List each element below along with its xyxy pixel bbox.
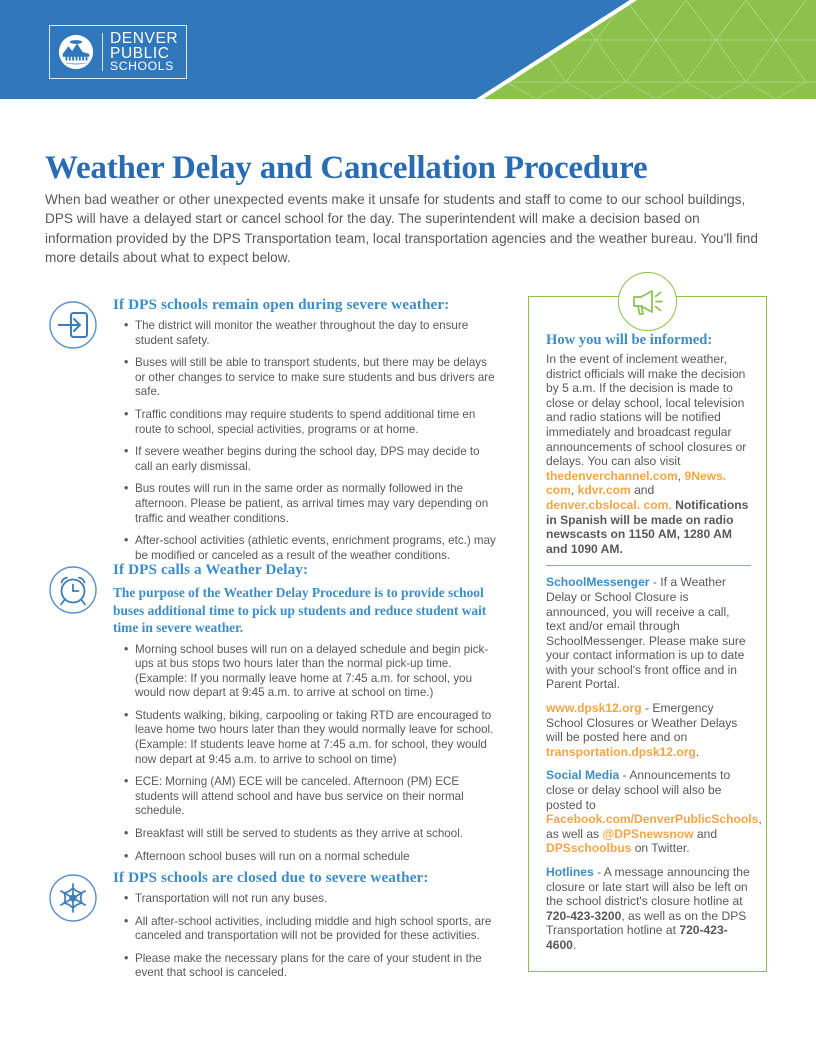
sep: and [630, 483, 655, 498]
link-dpsk12[interactable]: www.dpsk12.org [546, 701, 642, 716]
section-heading: If DPS schools remain open during severe weather: [113, 296, 450, 313]
list-item: • Bus routes will run in the same order as normally followed in the afternoon. Please be patient, as arrival times may vary depending on traffic and weather conditions. [135, 482, 500, 526]
phone-transportation-hotline: 720-423-4600 [546, 923, 728, 952]
list-item: • The district will monitor the weather throughout the day to ensure student safety. [135, 319, 500, 348]
section-bullet-list [113, 643, 500, 865]
header-green-wedge [476, 0, 816, 99]
info-intro-paragraph [546, 352, 751, 556]
phone-closure-hotline: 720-423-3200 [546, 908, 622, 923]
label-social-media: Social Media [546, 768, 620, 783]
text-schoolmessenger: - If a Weather Delay or School Closure is announced, you will receive a call, text and/or email through SchoolMessenger. Please make sure your contact information is up to date with your school's front office and in Parent Portal. [546, 575, 746, 692]
list-item: • If severe weather begins during the school day, DPS may decide to call an early dismissal. [135, 445, 500, 474]
section-heading: If DPS calls a Weather Delay: [113, 561, 309, 578]
link-transportation-dpsk12[interactable]: transportation.dpsk12.org [546, 744, 696, 759]
snowflake-icon [48, 873, 98, 923]
block-hotlines [546, 865, 751, 953]
section-bullet-list [113, 319, 500, 563]
tail: . [572, 937, 577, 952]
spanish-notifications-note: Notifications in Spanish will be made on radio newscasts on 1150 AM, 1280 AM and 1090 AM. [546, 497, 749, 556]
block-schoolmessenger [546, 575, 751, 692]
logo-wordmark [110, 31, 178, 73]
header-pattern [476, 0, 816, 99]
list-item: • Morning school buses will run on a delayed schedule and begin pick-ups at bus stops two hours later than the normal pick-up time. (Example: If you normally leave home at 7:45 a.m. for school, you would now depart at 9:45 a.m. to arrive at school on time.) [135, 643, 500, 701]
info-box-heading: How you will be informed: [546, 332, 713, 348]
list-item: • Breakfast will still be served to students as they arrive at school. [135, 827, 500, 842]
list-item: • Traffic conditions may require students to spend additional time en route to school, special activities, programs or at home. [135, 408, 500, 437]
dps-logo [49, 25, 187, 79]
alarm-clock-icon [48, 565, 98, 615]
section-schools-closed [45, 869, 500, 981]
mid: , as well as [546, 812, 762, 841]
logo-divider [102, 33, 103, 71]
mid: , as well as on the DPS Transportation hotline at [546, 908, 747, 938]
list-item: • All after-school activities, including middle and high school sports, are canceled and transportation will not be provided for these activities. [135, 915, 500, 944]
logo-line-3: SCHOOLS [110, 59, 174, 74]
link-9news[interactable]: 9News. com [546, 468, 727, 498]
section-heading: If DPS schools are closed due to severe weather: [113, 869, 429, 886]
list-item: • Transportation will not run any buses. [135, 892, 500, 907]
link-dpsnewsnow[interactable]: @DPSnewsnow [602, 826, 694, 841]
page-header [0, 0, 816, 99]
section-body [113, 296, 500, 563]
dps-seal-icon [57, 33, 95, 71]
text-hotlines: - A message announcing the closure or late start will also be left on the school district's closure hotline at [546, 865, 750, 909]
list-item: • Buses will still be able to transport students, but there may be delays or other changes to service to make sure students and bus drivers are safe. [135, 356, 500, 400]
tail: on Twitter. [631, 841, 690, 856]
divider [546, 565, 751, 566]
link-kdvr[interactable]: kdvr.com [577, 483, 631, 498]
label-hotlines: Hotlines [546, 865, 594, 879]
link-dpsschoolbus[interactable]: DPSschoolbus [546, 841, 632, 856]
info-intro-text: In the event of inclement weather, district officials will make the decision by 5 a.m. If the decision is made to close or delay school, local television and radio stations will be notified immediately and broadcast regular announcements of school closures or delays. You can also visit [546, 352, 747, 469]
list-item: • After-school activities (athletic events, enrichment programs, etc.) may be modified or canceled as a result of the weather conditions. [135, 534, 500, 563]
label-schoolmessenger: SchoolMessenger [546, 575, 650, 590]
section-body [113, 869, 500, 981]
page-title: Weather Delay and Cancellation Procedure [45, 150, 648, 187]
text-dpsk12: - Emergency School Closures or Weather Delays will be posted here and on [546, 701, 738, 745]
block-dpsk12 [546, 701, 751, 759]
section-schools-open [45, 296, 500, 563]
list-item: • Please make the necessary plans for the care of your student in the event that school is canceled. [135, 952, 500, 981]
tail: . [695, 744, 700, 759]
section-weather-delay [45, 561, 500, 864]
list-item: • Afternoon school buses will run on a normal schedule [135, 850, 500, 865]
logo-line-2: PUBLIC [110, 45, 170, 63]
section-body [113, 561, 500, 864]
intro-paragraph: When bad weather or other unexpected events make it unsafe for students and staff to come to our school buildings, DPS will have a delayed start or cancel school for the day. The superintendent will make a decision based on information provided by the DPS Transportation team, local transportation agencies and the weather bureau. You'll find more details about what to expect below. [45, 191, 758, 266]
mid2: and [693, 826, 718, 841]
enter-door-arrow-icon [48, 300, 98, 350]
section-bullet-list [113, 892, 500, 981]
list-item: • ECE: Morning (AM) ECE will be canceled. Afternoon (PM) ECE students will attend school and have bus service on their normal schedule. [135, 775, 500, 819]
link-thedenverchannel[interactable]: thedenverchannel.com [546, 468, 678, 483]
link-cbslocal[interactable]: denver.cbslocal. com [546, 497, 669, 512]
logo-line-1: DENVER [110, 29, 179, 47]
section-subheading: The purpose of the Weather Delay Procedure is to provide school buses additional time to pick up students and reduce student wait time in severe weather. [113, 585, 487, 635]
text-social-media: - Announcements to close or delay school will also be posted to [546, 768, 731, 812]
sep: , [677, 468, 685, 483]
block-social-media [546, 768, 762, 856]
sep: . [668, 497, 672, 512]
sep: , [570, 483, 578, 498]
how-informed-content [528, 296, 767, 972]
list-item: • Students walking, biking, carpooling or taking RTD are encouraged to leave home two hours later than they would normally leave for school. (Example: If students leave home at 7:45 a.m. for school, they would now depart at 9:45 a.m. to arrive to school on time) [135, 709, 500, 767]
link-facebook[interactable]: Facebook.com/DenverPublicSchools [546, 812, 759, 827]
